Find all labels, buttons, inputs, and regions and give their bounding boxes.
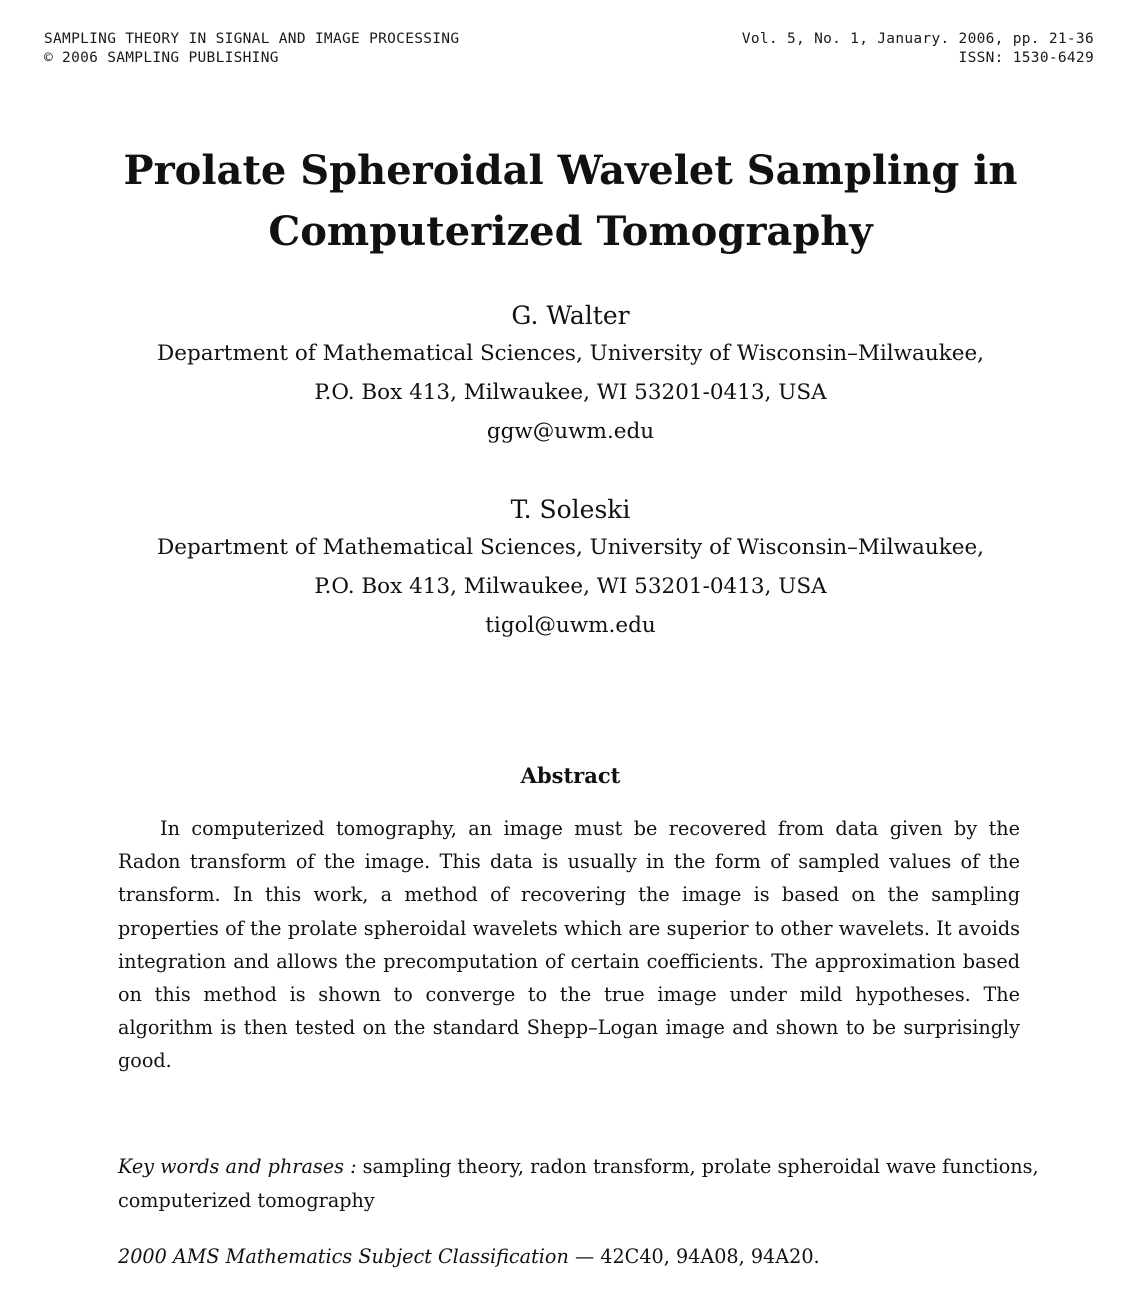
ams-codes: — 42C40, 94A08, 94A20. [574, 1245, 820, 1268]
author-address: P.O. Box 413, Milwaukee, WI 53201-0413, USA [314, 574, 827, 599]
journal-name: SAMPLING THEORY IN SIGNAL AND IMAGE PROCESSING [44, 31, 460, 47]
running-header [44, 30, 1094, 68]
author-email: ggw@uwm.edu [486, 419, 655, 444]
author-name: T. Soleski [510, 495, 631, 524]
author-address: P.O. Box 413, Milwaukee, WI 53201-0413, USA [314, 380, 827, 405]
ams-label: 2000 AMS Mathematics Subject Classification [118, 1245, 569, 1268]
author-affiliation: Department of Mathematical Sciences, University of Wisconsin–Milwaukee, [156, 535, 984, 560]
abstract-text: In computerized tomography, an image must be recovered from data given by the Radon transform of the image. This data is usually in the form of sampled values of the transform. In this work, a method of recovering the image is based on the sampling properties of the prolate spheroidal wavelets which are superior to other wavelets. It avoids integration and allows the precomputation of certain coefficients. The approximation based on this method is shown to converge to the true image under mild hypotheses. The algorithm is then tested on the standard Shepp–Logan image and shown to be surprisingly good. [118, 817, 1020, 1073]
keywords-text: sampling theory, radon transform, prolate spheroidal wave functions, computerized tomography [118, 1155, 1039, 1212]
keywords [118, 1150, 1040, 1217]
author-email: tigol@uwm.edu [485, 613, 656, 638]
keywords-label: Key words and phrases : [118, 1155, 357, 1178]
volume-info: Vol. 5, No. 1, January. 2006, pp. 21-36 [741, 31, 1094, 47]
author-name: G. Walter [511, 301, 630, 330]
running-header-row-2 [44, 49, 1094, 68]
abstract-heading: Abstract [520, 763, 621, 788]
title-line-2: Computerized Tomography [268, 208, 873, 255]
copyright-notice: © 2006 SAMPLING PUBLISHING [44, 50, 279, 66]
author-block [0, 492, 1141, 645]
author-affiliation: Department of Mathematical Sciences, University of Wisconsin–Milwaukee, [156, 341, 984, 366]
ams-classification [118, 1240, 1040, 1273]
running-header-row-1 [44, 30, 1094, 49]
title-line-1: Prolate Spheroidal Wavelet Sampling in [123, 147, 1018, 194]
author-block [0, 298, 1141, 451]
paper-title [0, 140, 1141, 262]
issn: ISSN: 1530-6429 [958, 50, 1094, 66]
